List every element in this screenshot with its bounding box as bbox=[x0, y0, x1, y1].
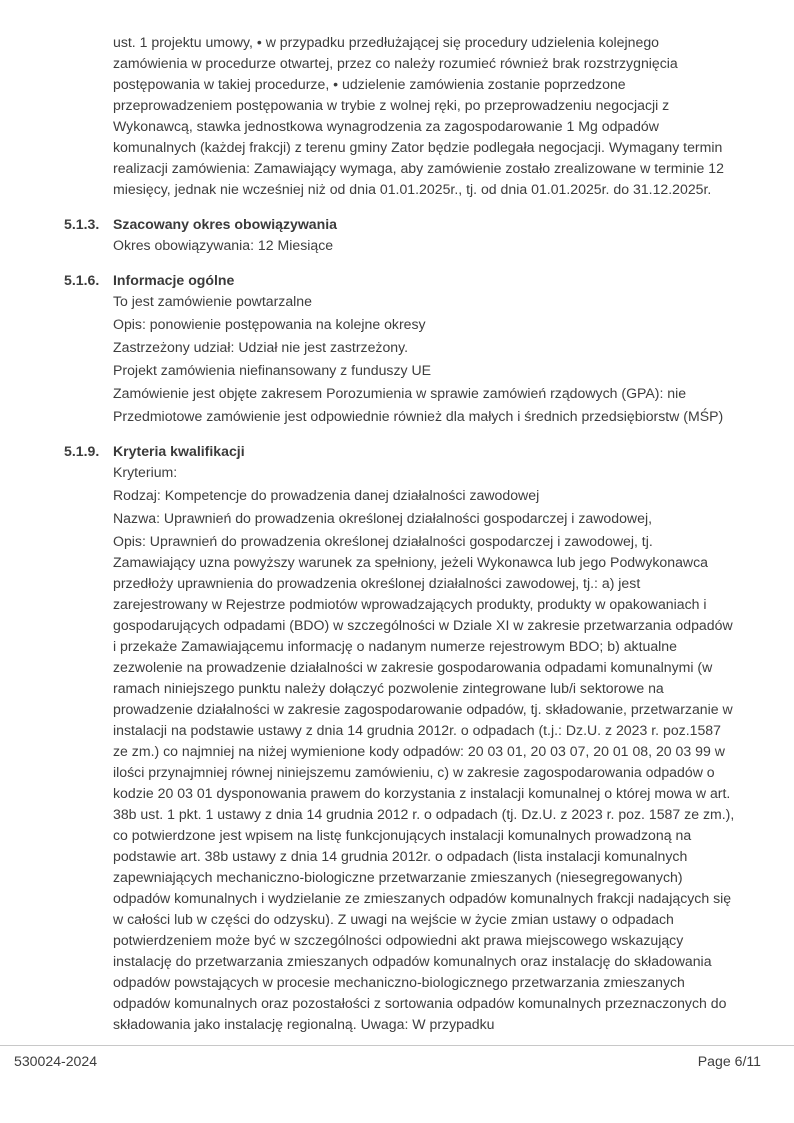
section-paragraph: To jest zamówienie powtarzalne bbox=[113, 293, 312, 309]
section-paragraph: Opis: Uprawnień do prowadzenia określonej działalności gospodarczej i zawodowej, tj. Zamawiający uzna powyższy warunek za spełniony, jeżeli Wykonawca lub jego Podwykonawca przedłoży uprawnienia do prowadzenia określonej działalności zawodowej, tj.: a) jest zarejestrowany w Rejestrze podmiotów wprowadzających produkty, produkty w opakowaniach i gospodarujących odpadami (BDO) w szczególności w Dziale XI w zakresie przetwarzania odpadów i przekaże Zamawiającemu informację o nadanym numerze rejestrowym BDO; b) aktualne zezwolenie na prowadzenie działalności w zakresie gospodarowania odpadami komunalnymi (w ramach niniejszego punktu należy dołączyć pozwolenie zintegrowane lub/i sektorowe na prowadzenie działalności w zakresie zagospodarowanie odpadów, tj. składowanie, przetwarzanie w instalacji na podstawie ustawy z dnia 14 grudnia 2012r. o odpadach (t.j.: Dz.U. z 2023 r. poz.1587 ze zm.) co najmniej na niżej wymienione kody odpadów: 20 03 01, 20 03 07, 20 01 08, 20 03 99 w ilości przynajmniej równej niniejszemu zamówieniu, c) w zakresie zagospodarowania odpadów o kodzie 20 03 01 dysponowania prawem do korzystania z instalacji komunalnej o której mowa w art. 38b ust. 1 pkt. 1 ustawy z dnia 14 grudnia 2012 r. o odpadach (tj. Dz.U. z 2023 r. poz. 1587 ze zm.), co potwierdzone jest wpisem na listę funkcjonujących instalacji komunalnych prowadzoną na podstawie art. 38b ustawy z dnia 14 grudnia 2012r. o odpadach (lista instalacji komunalnych zapewniających mechaniczno-biologiczne przetwarzanie zmieszanych (niesegregowanych) odpadów komunalnych i wydzielanie ze zmieszanych odpadów komunalnych frakcji nadających się w całości lub w części do odzysku). Z uwagi na wejście w życie zmian ustawy o odpadach potwierdzeniem może być w szczególności odpowiedni akt prawa miejscowego wskazujący instalację do przetwarzania zmieszanych odpadów komunalnych oraz instalację do składowania odpadów powstających w procesie mechaniczno-biologicznego przetwarzania zmieszanych odpadów komunalnych oraz pozostałości z sortowania odpadów komunalnych przeznaczonych do składowania jako instalację regionalną. Uwaga: W przypadku bbox=[113, 533, 735, 1032]
section-paragraph: Kryterium: bbox=[113, 464, 178, 480]
section bbox=[64, 270, 735, 427]
section-number: 5.1.6. bbox=[64, 272, 100, 288]
section-paragraph: Nazwa: Uprawnień do prowadzenia określonej działalności gospodarczej i zawodowej, bbox=[113, 510, 652, 526]
section-paragraph: Projekt zamówienia niefinansowany z funduszy UE bbox=[113, 362, 432, 378]
section-body bbox=[113, 235, 735, 256]
section bbox=[64, 441, 735, 1035]
section-heading bbox=[64, 441, 735, 462]
document-number: 530024-2024 bbox=[14, 1053, 98, 1069]
section-heading bbox=[64, 214, 735, 235]
section-body bbox=[113, 291, 735, 427]
section-heading bbox=[64, 270, 735, 291]
sections-container bbox=[64, 214, 735, 1035]
intro-paragraph: ust. 1 projektu umowy, • w przypadku przedłużającej się procedury udzielenia kolejnego zamówienia w procedurze otwartej, przez co należy rozumieć również brak rozstrzygnięcia postępowania w takiej procedurze, • udzielenie zamówienia zostanie poprzedzone przeprowadzeniem postępowania w trybie z wolnej ręki, po przeprowadzeniu negocjacji z Wykonawcą, stawka jednostkowa wynagrodzenia za zagospodarowanie 1 Mg odpadów komunalnych (każdej frakcji) z terenu gminy Zator będzie podlegała negocjacji. Wymagany termin realizacji zamówienia: Zamawiający wymaga, aby zamówienie zostało zrealizowane w terminie 12 miesięcy, jednak nie wcześniej niż od dnia 01.01.2025r., tj. od dnia 01.01.2025r. do 31.12.2025r. bbox=[113, 34, 724, 197]
section-paragraph: Zastrzeżony udział: Udział nie jest zastrzeżony. bbox=[113, 339, 409, 355]
document-body bbox=[64, 32, 735, 1037]
section bbox=[64, 214, 735, 256]
section-title: Szacowany okres obowiązywania bbox=[113, 216, 338, 232]
footer-row bbox=[0, 1046, 794, 1070]
section-title: Kryteria kwalifikacji bbox=[113, 443, 245, 459]
section-title: Informacje ogólne bbox=[113, 272, 235, 288]
page-footer bbox=[0, 1045, 794, 1070]
section-paragraph: Przedmiotowe zamówienie jest odpowiednie również dla małych i średnich przedsiębiorstw (MŚP) bbox=[113, 408, 724, 424]
section-number: 5.1.3. bbox=[64, 216, 100, 232]
section-paragraph: Zamówienie jest objęte zakresem Porozumienia w sprawie zamówień rządowych (GPA): nie bbox=[113, 385, 687, 401]
page-indicator: Page 6/11 bbox=[697, 1053, 761, 1069]
section-number: 5.1.9. bbox=[64, 443, 100, 459]
section-paragraph: Rodzaj: Kompetencje do prowadzenia danej działalności zawodowej bbox=[113, 487, 540, 503]
section-body bbox=[113, 462, 735, 1035]
section-paragraph: Okres obowiązywania: 12 Miesiące bbox=[113, 237, 334, 253]
section-paragraph: Opis: ponowienie postępowania na kolejne okresy bbox=[113, 316, 426, 332]
